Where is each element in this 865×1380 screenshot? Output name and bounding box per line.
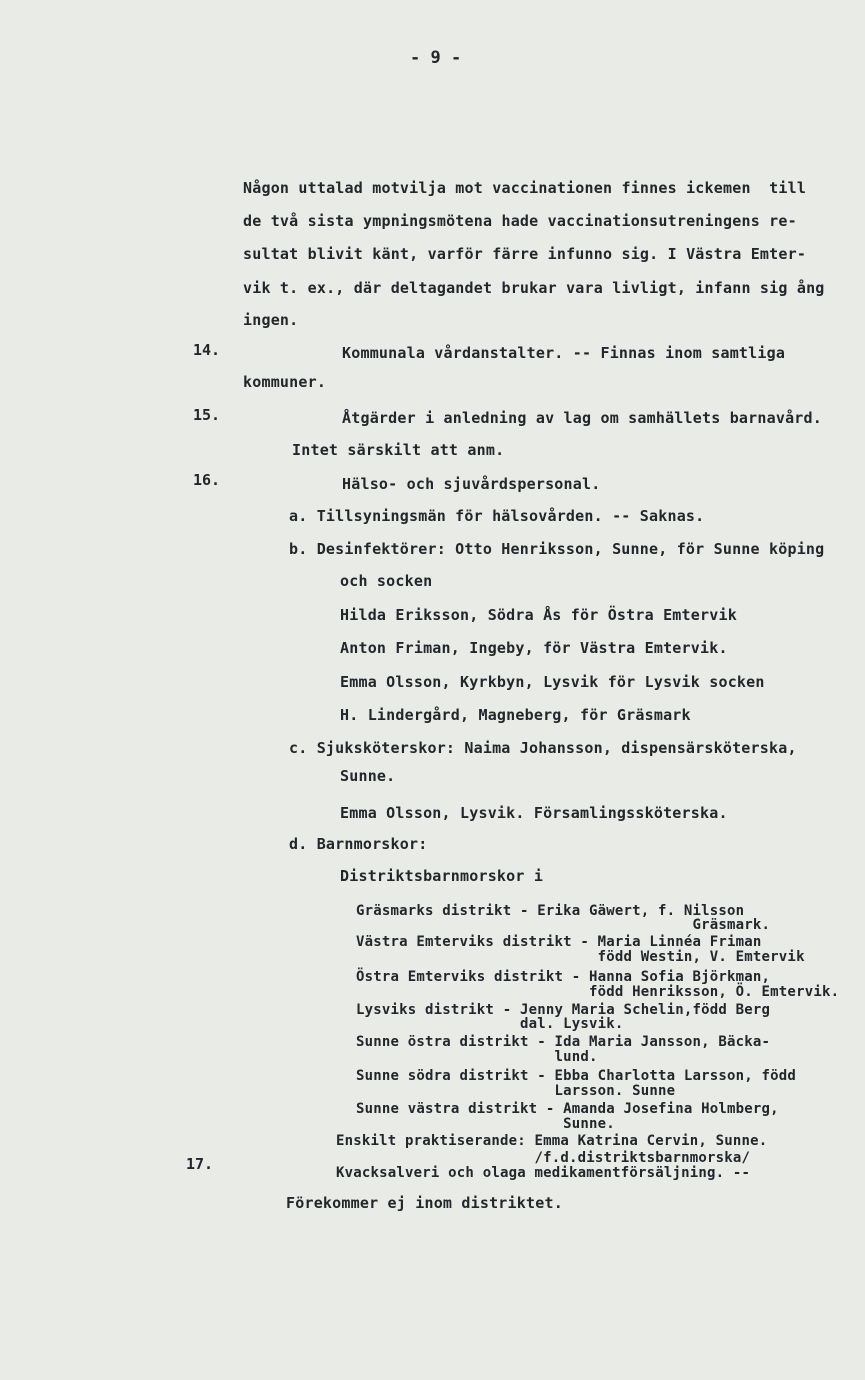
section-16-c-line-3: Emma Olsson, Lysvik. Församlingssköterska. xyxy=(340,804,728,822)
page-number: - 9 - xyxy=(410,48,462,68)
section-16-b-line-2: och socken xyxy=(340,572,433,590)
district-line-10: lund. xyxy=(356,1049,598,1065)
section-17-heading: Kvacksalveri och olaga medikamentförsäljning. -- xyxy=(336,1165,751,1181)
section-15-heading: Åtgärder i anledning av lag om samhällets barnavård. xyxy=(342,409,822,427)
intro-line-1: Någon uttalad motvilja mot vaccinationen finnes ickemen till xyxy=(243,179,807,197)
section-17-number: 17. xyxy=(186,1155,214,1173)
section-16-b-line-6: H. Lindergård, Magneberg, för Gräsmark xyxy=(340,706,691,724)
section-17-text: Förekommer ej inom distriktet. xyxy=(286,1194,563,1212)
intro-line-2: de två sista ympningsmötena hade vaccinationsutreningens re- xyxy=(243,212,797,230)
private-midwife-line-1: Enskilt praktiserande: Emma Katrina Cervin, Sunne. xyxy=(336,1133,768,1149)
private-midwife-line-2: /f.d.distriktsbarnmorska/ xyxy=(336,1150,751,1166)
district-line-13: Sunne västra distrikt - Amanda Josefina Holmberg, xyxy=(356,1101,779,1117)
district-line-7: Lysviks distrikt - Jenny Maria Schelin,född Berg xyxy=(356,1002,771,1018)
section-16-c-line-1: c. Sjuksköterskor: Naima Johansson, dispensärsköterska, xyxy=(289,739,797,757)
district-line-1: Gräsmarks distrikt - Erika Gäwert, f. Nilsson xyxy=(356,903,745,919)
intro-line-5: ingen. xyxy=(243,311,299,329)
section-16-a: a. Tillsyningsmän för hälsovården. -- Saknas. xyxy=(289,507,705,525)
district-line-9: Sunne östra distrikt - Ida Maria Jansson, Bäcka- xyxy=(356,1034,771,1050)
district-line-8: dal. Lysvik. xyxy=(356,1016,624,1032)
section-15-text: Intet särskilt att anm. xyxy=(292,441,505,459)
district-line-2: Gräsmark. xyxy=(356,917,771,933)
section-16-b-line-3: Hilda Eriksson, Södra Ås för Östra Emtervik xyxy=(340,606,737,624)
district-line-5: Östra Emterviks distrikt - Hanna Sofia Björkman, xyxy=(356,969,771,985)
section-14-number: 14. xyxy=(193,341,221,359)
section-16-b-line-5: Emma Olsson, Kyrkbyn, Lysvik för Lysvik socken xyxy=(340,673,765,691)
section-16-d-sub: Distriktsbarnmorskor i xyxy=(340,867,544,885)
section-16-number: 16. xyxy=(193,471,221,489)
district-line-6: född Henriksson, Ö. Emtervik. xyxy=(356,984,840,1000)
section-16-c-line-2: Sunne. xyxy=(340,767,396,785)
section-16-b-line-1: b. Desinfektörer: Otto Henriksson, Sunne, för Sunne köping xyxy=(289,540,825,558)
section-14-text: kommuner. xyxy=(243,373,327,391)
intro-line-3: sultat blivit känt, varför färre infunno sig. I Västra Emter- xyxy=(243,245,807,263)
district-line-11: Sunne södra distrikt - Ebba Charlotta Larsson, född xyxy=(356,1068,797,1084)
district-line-12: Larsson. Sunne xyxy=(356,1083,676,1099)
section-16-d: d. Barnmorskor: xyxy=(289,835,428,853)
section-16-heading: Hälso- och sjuvårdspersonal. xyxy=(342,475,601,493)
section-16-b-line-4: Anton Friman, Ingeby, för Västra Emtervik. xyxy=(340,639,728,657)
district-line-14: Sunne. xyxy=(356,1116,615,1132)
district-line-3: Västra Emterviks distrikt - Maria Linnéa Friman xyxy=(356,934,762,950)
section-14-heading: Kommunala vårdanstalter. -- Finnas inom samtliga xyxy=(342,344,786,362)
district-line-4: född Westin, V. Emtervik xyxy=(356,949,805,965)
section-15-number: 15. xyxy=(193,406,221,424)
intro-line-4: vik t. ex., där deltagandet brukar vara livligt, infann sig ång xyxy=(243,279,825,297)
